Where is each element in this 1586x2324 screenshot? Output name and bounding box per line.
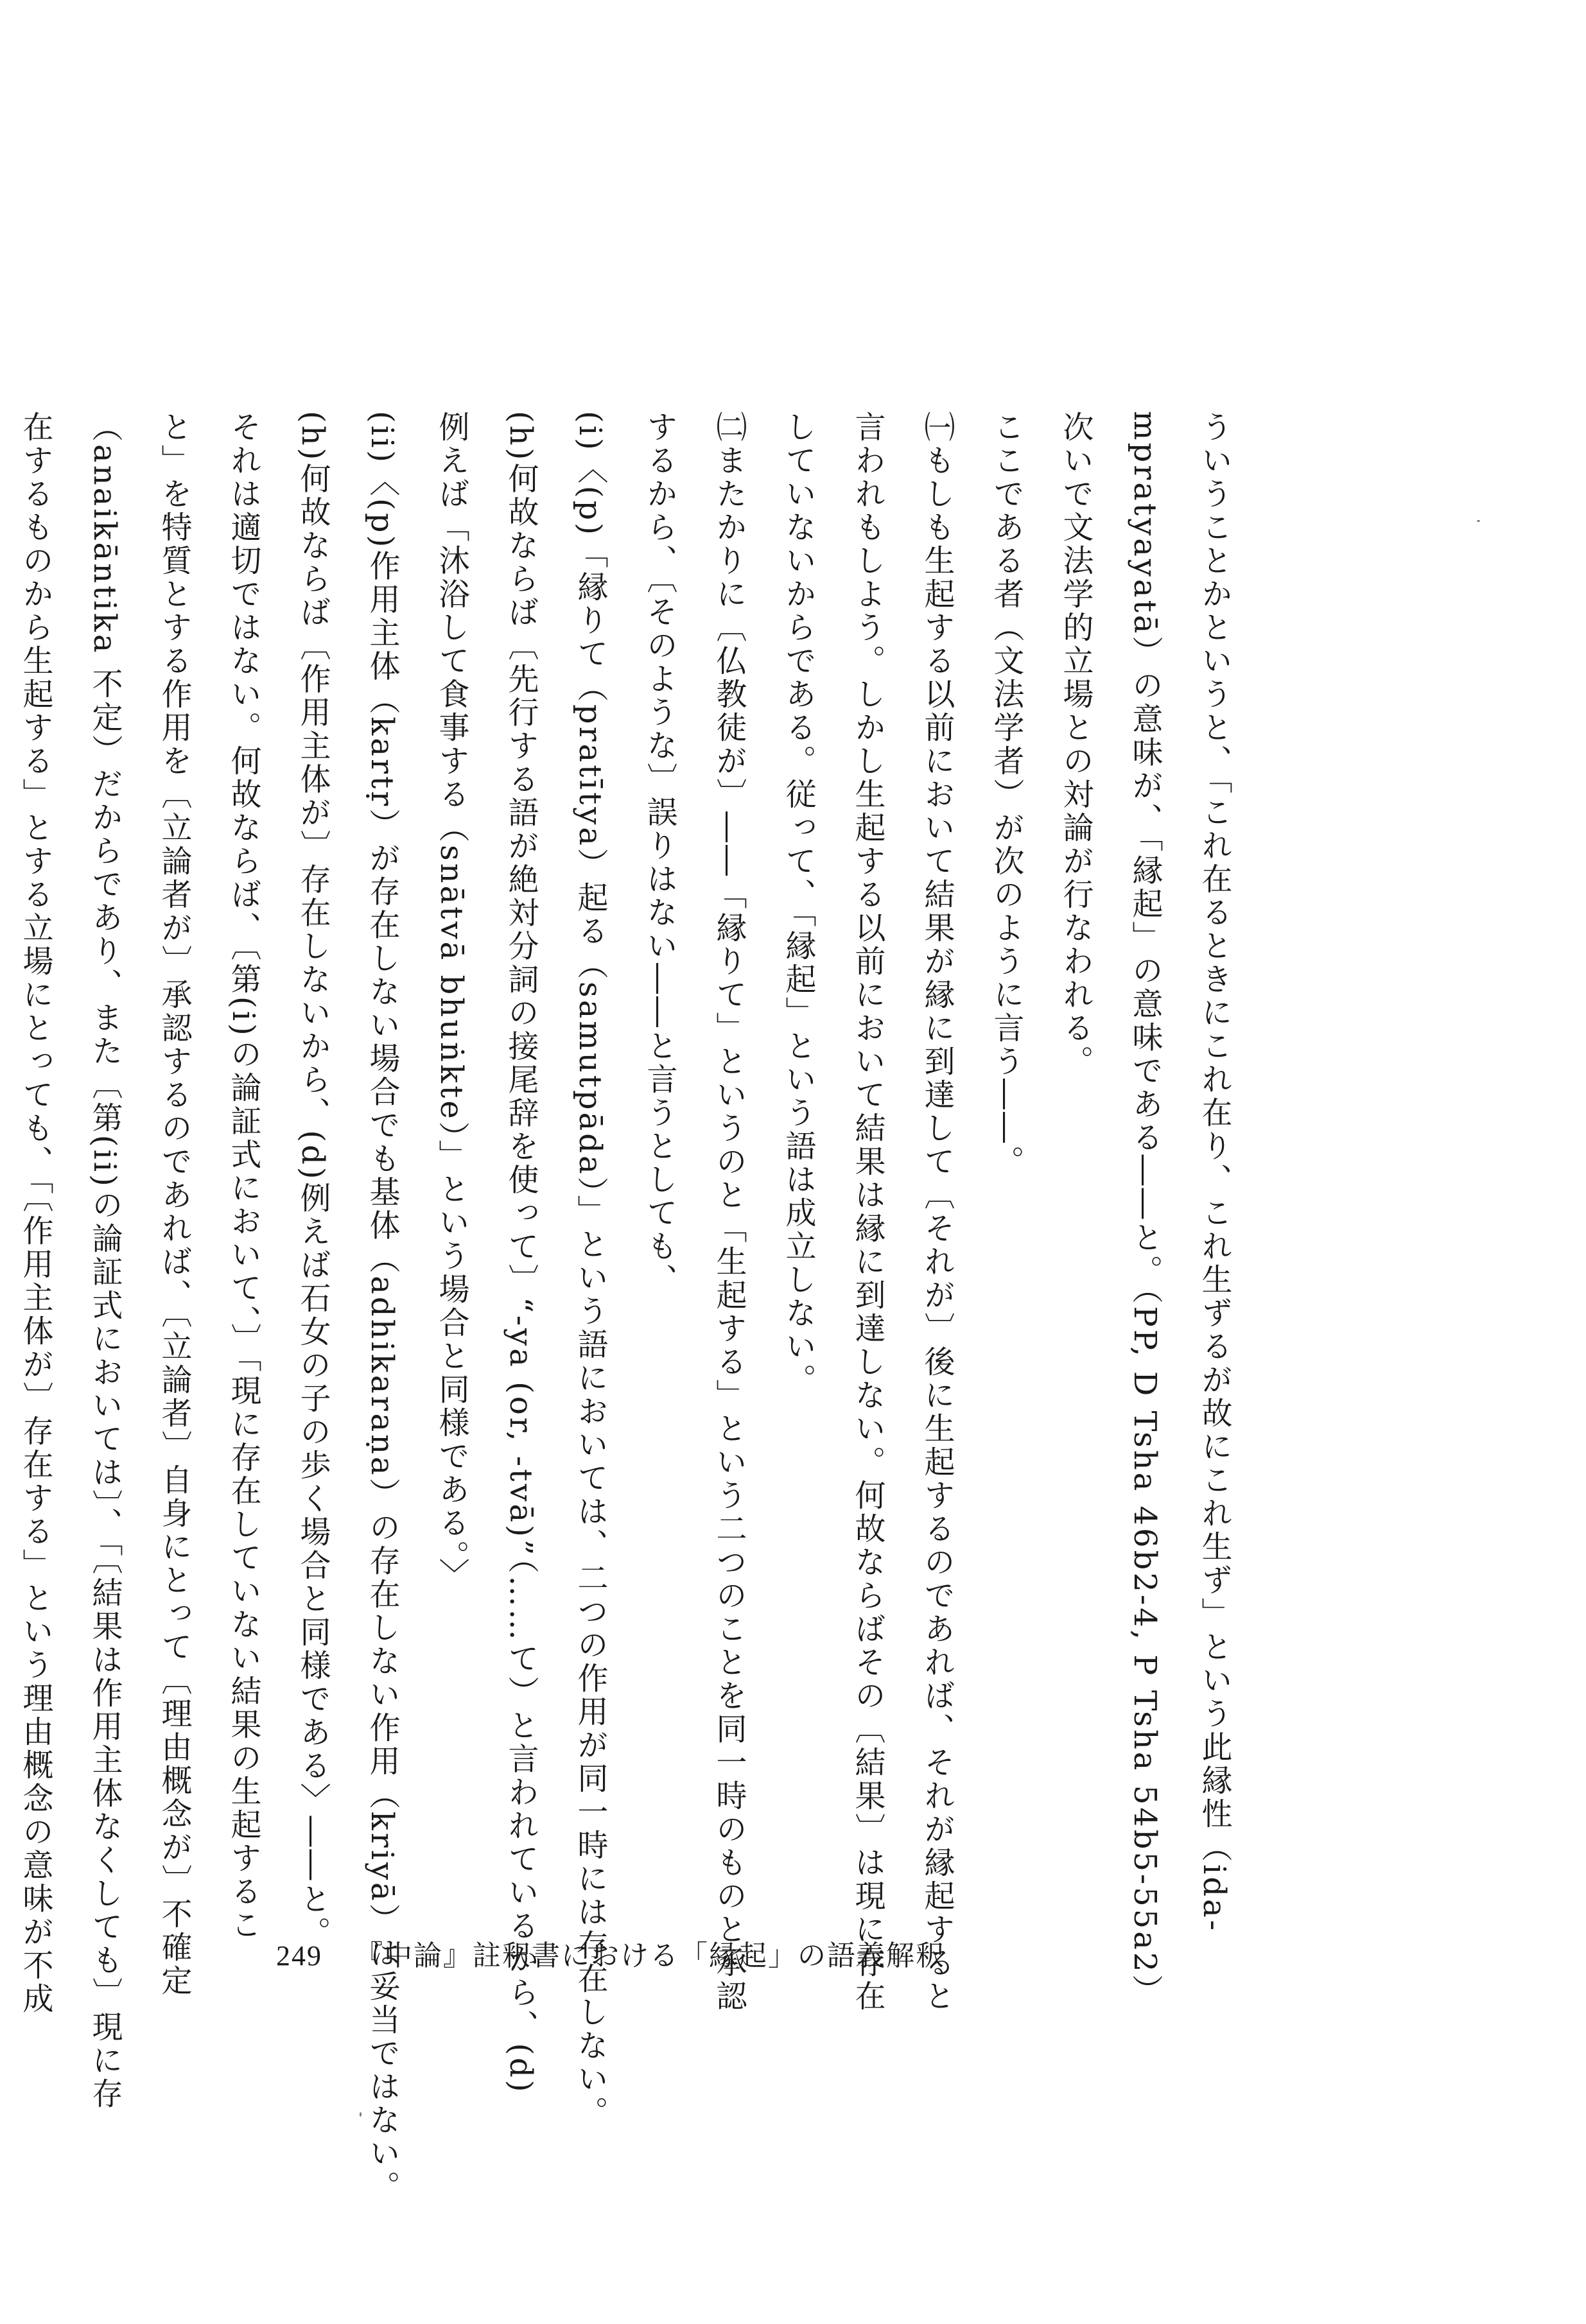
page-footer: [276, 1932, 945, 1973]
running-title: 『中論』註釈書における「縁起」の語義解釈: [354, 1939, 945, 1972]
text-line: 次いで文法学的立場との対論が行なわれる。: [1058, 411, 1094, 1079]
text-line: ㈡またかりに〔仏教徒が〕――「縁りて」というのと「生起する」という二つのことを同一時のものと承認: [711, 411, 747, 2013]
text-line: ㈠もしも生起する以前において結果が縁に到達して〔それが〕後に生起するのであれば、それが縁起すると: [919, 411, 955, 2013]
text-line: （anaikāntika 不定）だからであり、また〔第(ii)の論証式においては〕、「〔結果は作用主体なくしても〕現に存: [87, 411, 123, 2111]
text-line: と」を特質とする作用を〔立論者が〕承認するのであれば、〔立論者〕自身にとって〔理由概念が〕不確定: [156, 411, 192, 1998]
text-line: 在するものから生起する」とする立場にとっても、「〔作用主体が〕存在する」という理由概念の意味が不成: [17, 411, 53, 2016]
text-line: (ii)〈(p)作用主体（kartṛ）が存在しない場合でも基体（adhikaraṇa）の存在しない作用（kriyā）は妥当ではない。: [364, 411, 400, 2204]
text-line: 言われもしよう。しかし生起する以前において結果は縁に到達しない。何故ならばその〔結果〕は現に存在: [850, 411, 885, 2013]
text-line: していないからである。従って、「縁起」という語は成立しない。: [780, 411, 816, 1397]
page-number: 249: [276, 1940, 322, 1972]
text-line: ここである者（文法学者）が次のように言う――。: [988, 411, 1024, 1179]
text-line: (i)〈(p)「縁りて（pratītya）起る（samutpāda）」という語においては、二つの作用が同一時には存在しない。: [572, 411, 608, 2129]
text-line: (h)何故ならば〔作用主体が〕存在しないから、(d)例えば石女の子の歩く場合と同様である〉――と。: [295, 411, 331, 1950]
text-line: それは適切ではない。何故ならば、〔第(i)の論証式において、〕「現に存在していない結果の生起するこ: [225, 411, 261, 1942]
scan-speck: [1477, 520, 1480, 522]
text-line: (h)何故ならば〔先行する語が絶対分詞の接尾辞を使って〕“-ya (or, -tvā)”（……て）と言われているから、(d): [503, 411, 539, 2095]
text-line: 例えば「沐浴して食事する（snātvā bhuṅkte）」という場合と同様である。〉: [433, 411, 469, 1591]
text-line: するから、〔そのような〕誤りはない――と言うとしても、: [641, 411, 677, 1297]
text-line: ういうことかというと、「これ在るときにこれ在り、これ生ずるが故にこれ生ず」という此縁性（ida-: [1196, 411, 1232, 1933]
text-line: mpratyayatā）の意味が、「縁起」の意味である――と。（PP, D Tsha 46b2-4, P Tsha 54b5-55a2）: [1127, 411, 1163, 2008]
scan-speck: [360, 2112, 362, 2117]
